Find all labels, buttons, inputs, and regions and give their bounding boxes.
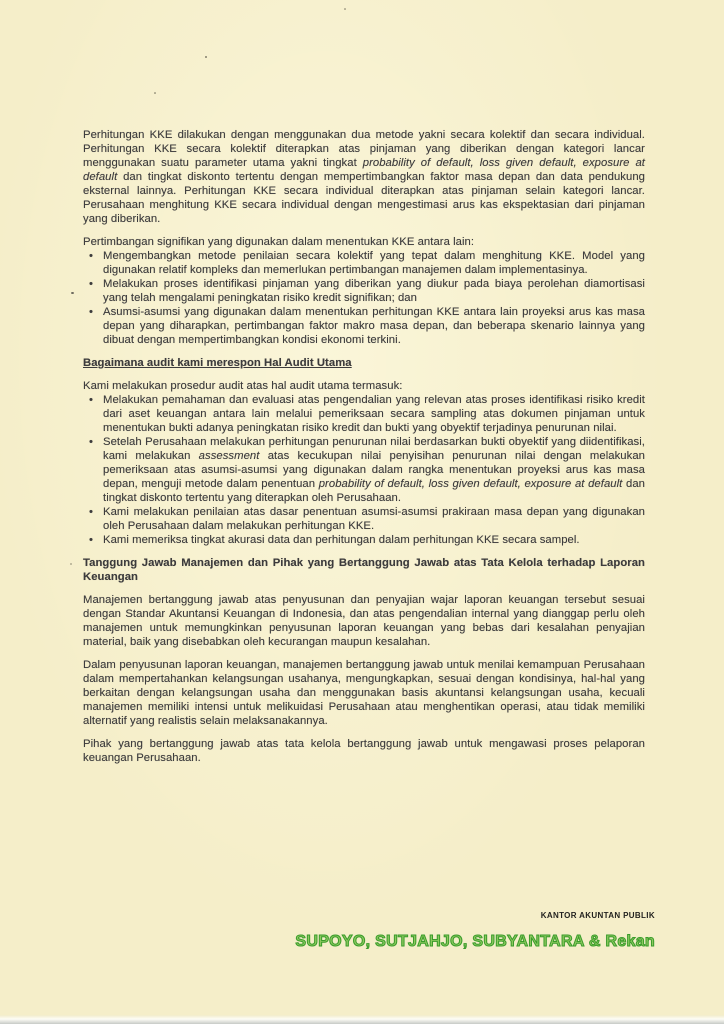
kap-label: KANTOR AKUNTAN PUBLIK (540, 911, 655, 920)
list-item: • Kami melakukan penilaian atas dasar penentuan asumsi-asumsi prakiraan masa depan yang digunakan oleh Perusahaan dalam melakukan perhitungan KKE. (83, 505, 645, 533)
paragraph-penyusunan: Manajemen bertanggung jawab atas penyusunan dan penyajian wajar laporan keuangan tersebut sesuai dengan Standar Akuntansi Keuangan di Indonesia, dan atas pengendalian internal yang dianggap perlu oleh manajemen untuk memungkinkan penyusunan laporan keuangan yang bebas dari kesalahan penyajian material, baik yang disebabkan oleh kecurangan maupun kesalahan. (83, 594, 645, 648)
list-item: • Setelah Perusahaan melakukan perhitungan penurunan nilai berdasarkan bukti obyektif yang diidentifikasi, kami melakukan assessment atas kecukupan nilai penyisihan penurunan nilai dengan melakukan pemeriksaan atas asumsi-asumsi yang digunakan dalam rangka menentukan proyeksi arus kas masa depan, menguji metode dalam penentuan probability of default, loss given default, exposure at default dan tingkat diskonto tertentu yang diterapkan oleh Perusahaan. (83, 435, 645, 505)
paragraph-prosedur-intro: Kami melakukan prosedur audit atas hal audit utama termasuk: (83, 380, 403, 392)
firm-name-stamp: SUPOYO, SUTJAHJO, SUBYANTARA & Rekan (295, 933, 655, 950)
heading-respon-audit: Bagaimana audit kami merespon Hal Audit Utama (83, 357, 352, 369)
scan-speck (71, 292, 74, 294)
paragraph-pertimbangan-intro: Pertimbangan signifikan yang digunakan dalam menentukan KKE antara lain: (83, 236, 475, 248)
letterhead-footer (295, 911, 655, 952)
list-item: • Mengembangkan metode penilaian secara kolektif yang tepat dalam menghitung KKE. Model yang digunakan relatif kompleks dan memerlukan pertimbangan manajemen dalam implementasinya. (83, 249, 645, 277)
list-item: • Melakukan proses identifikasi pinjaman yang diberikan yang diukur pada biaya perolehan diamortisasi yang telah mengalami peningkatan risiko kredit signifikan; dan (83, 277, 645, 305)
paragraph-kelangsungan-usaha: Dalam penyusunan laporan keuangan, manajemen bertanggung jawab untuk menilai kemampuan Perusahaan dalam mempertahankan kelangsungan usahanya, mengungkapkan, sesuai dengan kondisinya, hal-hal yang berkaitan dengan kelangsungan usaha dan menggunakan basis akuntansi kelangsungan usaha, kecuali manajemen memiliki intensi untuk melikuidasi Perusahaan atau menghentikan operasi, atau tidak memiliki alternatif yang realistis selain melaksanakannya. (83, 659, 645, 727)
bullet-list-prosedur-audit (83, 393, 645, 547)
scan-speck (154, 92, 156, 94)
paragraph-pengawasan: Pihak yang bertanggung jawab atas tata kelola bertanggung jawab untuk mengawasi proses pelaporan keuangan Perusahaan. (83, 738, 645, 764)
scan-edge (0, 1015, 724, 1024)
bullet-list-pertimbangan (83, 249, 645, 347)
list-item: • Asumsi-asumsi yang digunakan dalam menentukan perhitungan KKE antara lain proyeksi arus kas masa depan yang diharapkan, pertimbangan faktor makro masa depan, dan beberapa skenario lainnya yang dibuat dengan mempertimbangkan kondisi ekonomi terkini. (83, 305, 645, 347)
paragraph-kke-metode: Perhitungan KKE dilakukan dengan menggunakan dua metode yakni secara kolektif dan secara individual. Perhitungan KKE secara kolektif diterapkan atas pinjaman yang diberikan dengan kategori lancar menggunakan suatu parameter utama yakni tingkat probability of default, loss given default, exposure at default dan tingkat diskonto tertentu dengan mempertimbangkan faktor masa depan dan data pendukung eksternal lainnya. Perhitungan KKE secara individual diterapkan atas pinjaman selain kategori lancar. Perusahaan menghitung KKE secara individual dengan mengestimasi arus kas ekspektasian dari pinjaman yang diberikan. (83, 129, 645, 225)
list-item: • Melakukan pemahaman dan evaluasi atas pengendalian yang relevan atas proses identifikasi risiko kredit dari aset keuangan antara lain melalui pemeriksaan secara sampling atas dokumen pinjaman untuk menentukan bukti adanya peningkatan risiko kredit dan bukti yang obyektif terjadinya penurunan nilai. (83, 393, 645, 435)
heading-tanggung-jawab: Tanggung Jawab Manajemen dan Pihak yang Bertanggung Jawab atas Tata Kelola terhadap Laporan Keuangan (83, 557, 645, 583)
scan-speck (70, 563, 72, 565)
list-item: • Kami memeriksa tingkat akurasi data dan perhitungan dalam perhitungan KKE secara sampel. (83, 533, 645, 547)
document-body (83, 128, 645, 774)
scan-speck (344, 8, 346, 10)
scan-speck (205, 56, 207, 58)
